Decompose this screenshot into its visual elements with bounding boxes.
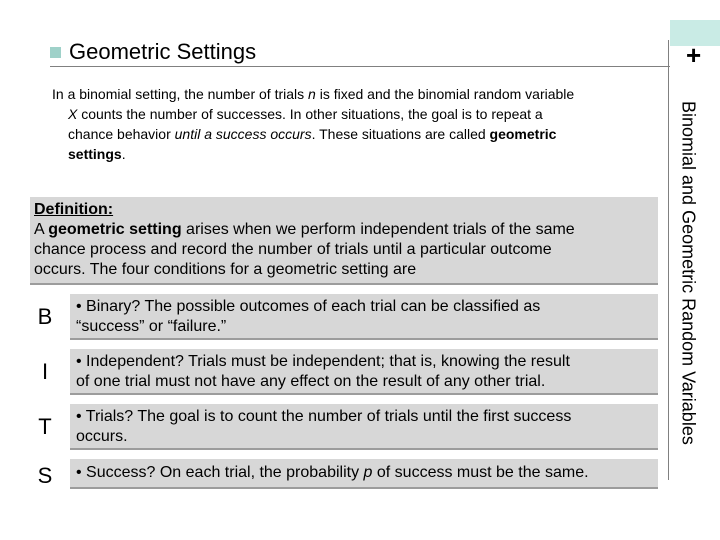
- intro-line-4: [52, 144, 658, 164]
- intro-text: . These situations are called: [311, 126, 490, 142]
- side-title: [668, 80, 708, 465]
- definition-line-2: chance process and record the number of trials until a particular outcome: [34, 241, 552, 258]
- definition-term: geometric setting: [48, 221, 182, 238]
- condition-text: of success must be the same.: [372, 464, 589, 481]
- condition-letter: B: [37, 304, 53, 329]
- intro-var-n: n: [308, 86, 316, 102]
- square-bullet-icon: [50, 47, 61, 58]
- intro-text: .: [121, 146, 126, 162]
- condition-line-2: occurs.: [76, 428, 128, 445]
- intro-line-2: [52, 104, 658, 124]
- condition-line-1: [76, 463, 589, 483]
- intro-bold: settings: [68, 146, 122, 162]
- condition-line-1: • Trials? The goal is to count the number of trials until the first success: [76, 408, 572, 425]
- slide-title: Geometric Settings: [69, 39, 257, 64]
- intro-text: counts the number of successes. In other situations, the goal is to repeat a: [77, 106, 543, 122]
- intro-text: is fixed and the binomial random variable: [315, 86, 575, 102]
- definition-line-1: [34, 220, 654, 240]
- intro-text: chance behavior: [68, 126, 175, 142]
- intro-emphasis: until a success occurs: [174, 126, 312, 142]
- condition-box: [70, 459, 658, 489]
- intro-line-1: [52, 84, 658, 104]
- intro-paragraph: [52, 84, 658, 164]
- definition-box: [30, 197, 658, 285]
- condition-line-2: of one trial must not have any effect on the result of any other trial.: [76, 373, 546, 390]
- condition-line-2: “success” or “failure.”: [76, 318, 227, 335]
- intro-line-3: [52, 124, 658, 144]
- condition-box: [70, 349, 658, 395]
- slide-title-row: [50, 38, 256, 66]
- definition-text: A: [34, 221, 49, 238]
- condition-letter: T: [38, 414, 52, 439]
- side-title-text: Binomial and Geometric Random Variables: [678, 100, 699, 445]
- condition-line-1: • Binary? The possible outcomes of each trial can be classified as: [76, 298, 541, 315]
- condition-box: [70, 404, 658, 450]
- condition-row-success: [30, 459, 660, 493]
- definition-line-3: occurs. The four conditions for a geometric setting are: [34, 261, 417, 278]
- condition-box: [70, 294, 658, 340]
- condition-row-independent: [30, 349, 660, 395]
- intro-bold: geometric: [489, 126, 557, 142]
- plus-icon: +: [686, 40, 702, 70]
- condition-line-1: • Independent? Trials must be independent; that is, knowing the result: [76, 353, 570, 370]
- title-divider: [50, 66, 670, 67]
- definition-text: arises when we perform independent trials of the same: [181, 221, 575, 238]
- intro-var-x: X: [68, 106, 78, 122]
- condition-letter: I: [41, 359, 49, 384]
- condition-row-trials: [30, 404, 660, 450]
- condition-letter: S: [37, 463, 53, 488]
- intro-text: In a binomial setting, the number of trials: [52, 86, 309, 102]
- condition-row-binary: [30, 294, 660, 340]
- condition-var-p: p: [363, 464, 373, 481]
- definition-heading: Definition:: [34, 201, 114, 218]
- condition-text: • Success? On each trial, the probability: [76, 464, 364, 481]
